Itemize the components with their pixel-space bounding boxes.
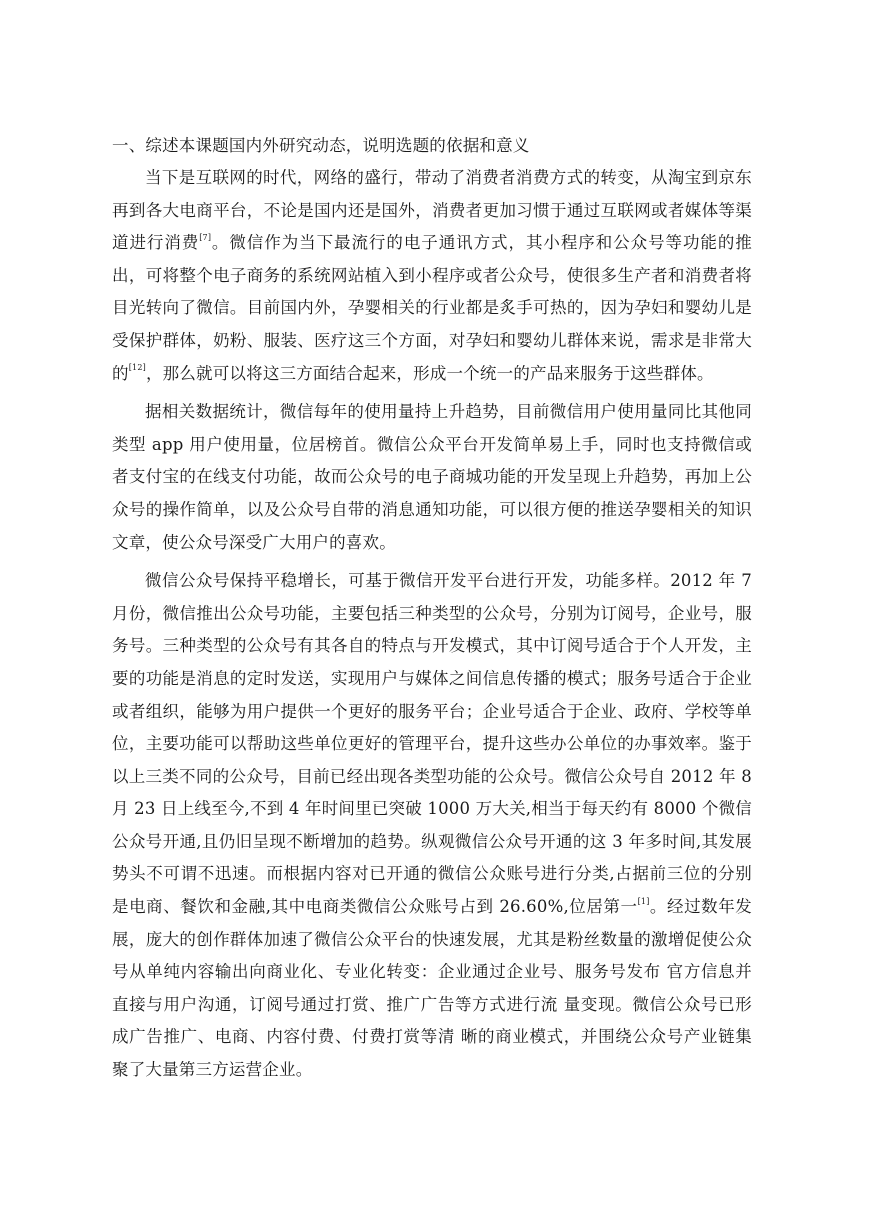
citation-7: [7]	[199, 232, 212, 242]
paragraph-text: 微信公众号保持平稳增长，可基于微信开发平台进行开发，功能多样。2012 年 7 月份，微信推出公众号功能，主要包括三种类型的公众号，分别为订阅号，企业号，服务号。三种类型的公众号有其各自的特点与开发模式，其中订阅号适合于个人开发，主要的功能是消息的定时发送，实现用户与媒体之间信息传播的模式；服务号适合于企业或者组织，能够为用户提供一个更好的服务平台；企业号适合于企业、政府、学校等单位，主要功能可以帮助这些单位更好的管理平台，提升这些办公单位的办事效率。鉴于以上三类不同的公众号，目前已经出现各类型功能的公众号。微信公众号自 2012 年 8 月 23 日上线至今,不到 4 年时间里已突破 1000 万大关,相当于每天约有 8000 个微信公众号开通,且仍旧呈现不断增加的趋势。纵观微信公众号开通的这 3 年多时间,其发展势头不可谓不迅速。而根据内容对已开通的微信公众账号进行分类,占据前三位的分别是电商、餐饮和金融,其中电商类微信公众账号占到 26.60%,位居第一	[112, 571, 752, 917]
section-heading: 一、综述本课题国内外研究动态，说明选题的依据和意义	[112, 136, 530, 155]
citation-12: [12]	[128, 363, 146, 373]
paragraph-official-accounts	[112, 565, 752, 1087]
paragraph-text: ，那么就可以将这三方面结合起来，形成一个统一的产品来服务于这些群体。	[145, 363, 714, 383]
paragraph-text: 。微信作为当下最流行的电子通讯方式，其小程序和公众号等功能的推出，可将整个电子商务的系统网站植入到小程序或者公众号，使很多生产者和消费者将目光转向了微信。目前国内外，孕婴相关的行业都是炙手可热的，因为孕妇和婴幼儿是受保护群体，奶粉、服装、医疗这三个方面，对孕妇和婴幼儿群体来说，需求是非常大的	[112, 233, 753, 383]
paragraph-internet-era	[112, 162, 752, 390]
document-body	[112, 130, 752, 1087]
paragraph-text: 。经过数年发展，庞大的创作群体加速了微信公众平台的快速发展，尤其是粉丝数量的激增促使公众号从单纯内容输出向商业化、专业化转变：企业通过企业号、服务号发布 官方信息并直接与用户沟通，订阅号通过打赏、推广广告等方式进行流 量变现。微信公众号已形成广告推广、电商、内容付费、付费打赏等清 晰的商业模式，并围绕公众号产业链集聚了大量第三方运营企业。	[112, 897, 752, 1080]
citation-1: [1]	[637, 896, 650, 906]
paragraph-text: 当下是互联网的时代，网络的盛行，带动了消费者消费方式的转变，从淘宝到京东再到各大电商平台，不论是国内还是国外，消费者更加习惯于通过互联网或者媒体等渠道进行消费	[112, 168, 752, 253]
paragraph-wechat-usage: 据相关数据统计，微信每年的使用量持上升趋势，目前微信用户使用量同比其他同类型 app 用户使用量，位居榜首。微信公众平台开发简单易上手，同时也支持微信或者支付宝的在线支付功能，故而公众号的电子商城功能的开发呈现上升趋势，再加上公众号的操作简单，以及公众号自带的消息通知功能，可以很方便的推送孕婴相关的知识文章，使公众号深受广大用户的喜欢。	[112, 402, 752, 552]
